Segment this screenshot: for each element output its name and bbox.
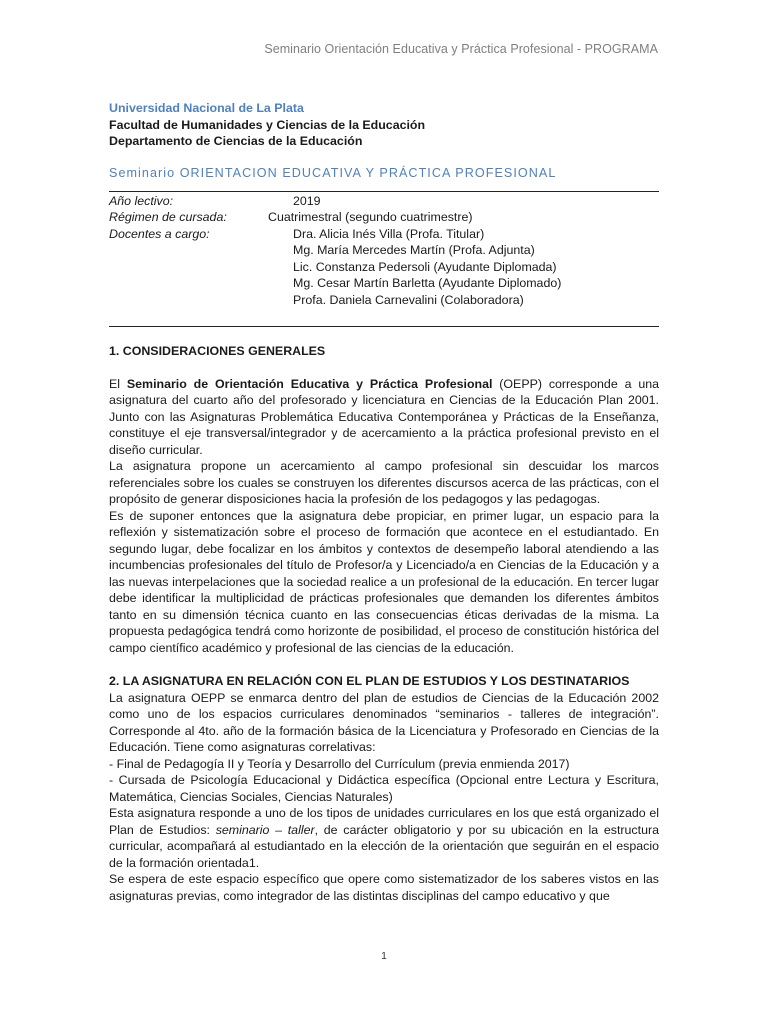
regime-value: Cuatrimestral (segundo cuatrimestre) bbox=[268, 210, 473, 224]
info-row-teachers bbox=[109, 226, 659, 243]
page-content bbox=[109, 100, 659, 904]
info-row-year bbox=[109, 193, 659, 210]
list-item: - Final de Pedagogía II y Teoría y Desarrollo del Currículum (previa enmienda 2017) bbox=[109, 756, 570, 771]
teacher-name: Mg. María Mercedes Martín (Profa. Adjunta) bbox=[293, 243, 535, 257]
info-row-regime bbox=[109, 209, 659, 226]
info-row-teacher bbox=[109, 275, 659, 292]
seminar-title: Seminario ORIENTACION EDUCATIVA Y PRÁCTICA PROFESIONAL bbox=[109, 165, 557, 180]
section-1-heading: 1. CONSIDERACIONES GENERALES bbox=[109, 344, 326, 358]
section-2-paragraph bbox=[109, 805, 659, 871]
teacher-name: Profa. Daniela Carnevalini (Colaboradora) bbox=[293, 292, 524, 307]
section-2-paragraph: La asignatura OEPP se enmarca dentro del plan de estudios de Ciencias de la Educación 2002 como uno de los espacios curriculares denominados “seminarios - talleres de integración”. Corresponde al 4to. año de la formación básica de la Licenciatura y Profesorado en Ciencias de la Educación. Tiene como asignaturas correlativas: bbox=[109, 690, 659, 754]
section-1-paragraph: Es de suponer entonces que la asignatura debe propiciar, en primer lugar, un espacio para la reflexión y sistematización sobre el proceso de formación que acontece en el estudiantado. En segundo lugar, debe focalizar en los ámbitos y contextos de desempeño laboral atendiendo a las incumbencias profesionales del título de Profesor/a y Licenciado/a en Ciencias de la Educación y a las nuevas interpelaciones que la sociedad realice a un profesional de la educación. En tercer lugar debe identificar la multiplicidad de prácticas profesionales que demanden los diferentes ámbitos tanto en su dimensión técnica cuanto en las consecuencias éticas derivadas de la misma. La propuesta pedagógica tendrá como horizonte de posibilidad, el proceso de constitución histórica del campo científico académico y profesional de las ciencias de la educación. bbox=[109, 508, 659, 655]
university-name: Universidad Nacional de La Plata bbox=[109, 101, 304, 115]
paragraph-text: (OEPP) corresponde a una asignatura del cuarto año del profesorado y licenciatura en Ciencias de la Educación Plan 2001. Junto con las Asignaturas Problemática Educativa Contemporánea y Prácticas de la Enseñanza, constituye el eje transversal/integrador y de acercamiento a la práctica profesional previsto en el diseño curricular. bbox=[109, 376, 660, 457]
section-1-paragraph: La asignatura propone un acercamiento al campo profesional sin descuidar los marcos referenciales sobre los cuales se construyen los diferentes discursos acerca de las prácticas, con el propósito de generar disposiciones hacia la profesión de los pedagogos y las pedagogas. bbox=[109, 459, 659, 506]
paragraph-text: , de carácter obligatorio y por su ubicación en la estructura curricular, acompañará al estudiantado en la elección de la orientación que seguirán en el espacio de la formación orientada1. bbox=[109, 822, 659, 870]
running-header: Seminario Orientación Educativa y Práctica Profesional - PROGRAMA bbox=[264, 42, 658, 56]
teacher-name: Lic. Constanza Pedersoli (Ayudante Diplomada) bbox=[293, 259, 557, 274]
faculty-name: Facultad de Humanidades y Ciencias de la Educación bbox=[109, 117, 426, 132]
page-number: 1 bbox=[381, 951, 387, 962]
department-name: Departamento de Ciencias de la Educación bbox=[109, 134, 363, 148]
info-row-teacher bbox=[109, 242, 659, 259]
course-info bbox=[109, 193, 659, 309]
list-item: - Cursada de Psicología Educacional y Didáctica específica (Opcional entre Lectura y Escritura, Matemática, Ciencias Sociales, Ciencias Naturales) bbox=[109, 773, 659, 804]
teacher-name: Dra. Alicia Inés Villa (Profa. Titular) bbox=[293, 226, 485, 241]
info-row-teacher bbox=[109, 292, 659, 309]
regime-label: Régimen de cursada: bbox=[109, 210, 227, 224]
paragraph-text: El bbox=[109, 376, 127, 391]
teacher-name: Mg. Cesar Martín Barletta (Ayudante Diplomado) bbox=[293, 276, 562, 290]
year-label: Año lectivo: bbox=[109, 193, 174, 208]
divider-bottom bbox=[109, 326, 659, 327]
section-1-paragraph bbox=[109, 376, 659, 459]
teachers-label: Docentes a cargo: bbox=[109, 226, 210, 241]
seminar-name-bold: Seminario de Orientación Educativa y Práctica Profesional bbox=[126, 376, 493, 391]
seminar-taller-italic: seminario – taller bbox=[215, 822, 315, 837]
info-row-teacher bbox=[109, 259, 659, 276]
paragraph-text: Esta asignatura responde a uno de los tipos de unidades curriculares en los que está organizado el Plan de Estudios: bbox=[109, 806, 659, 837]
section-2-heading: 2. LA ASIGNATURA EN RELACIÓN CON EL PLAN DE ESTUDIOS Y LOS DESTINATARIOS bbox=[109, 674, 630, 688]
spacer bbox=[109, 360, 659, 376]
divider-top bbox=[109, 191, 659, 192]
year-value: 2019 bbox=[293, 193, 321, 208]
section-2-paragraph: Se espera de este espacio específico que opere como sistematizador de los saberes vistos en las asignaturas previas, como integrador de las distintas disciplinas del campo educativo y que bbox=[109, 872, 659, 903]
